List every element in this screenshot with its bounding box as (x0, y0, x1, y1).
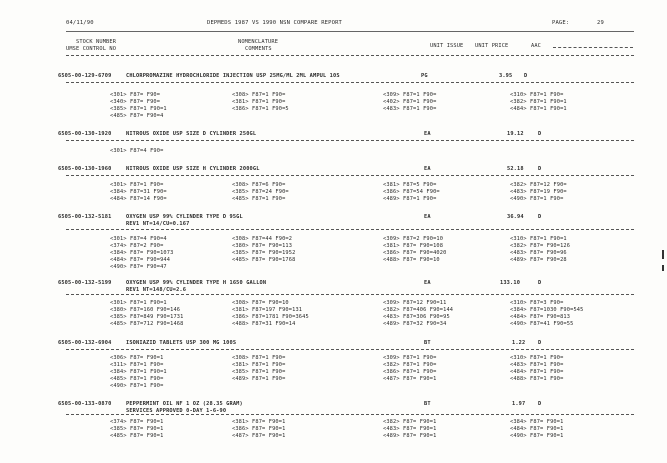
usage-code: <310> F87=1 F90=1 (510, 236, 567, 242)
usage-code: <488> F87=31 F90=14 (232, 321, 296, 327)
usage-code: <382> F87=1 F90= (383, 362, 437, 368)
usage-code: <485> F87=712 F90=1468 (110, 321, 184, 327)
item-nomenclature: NITROUS OXIDE USP SIZE D CYLINDER 250GL (126, 131, 257, 137)
usage-code: <301> F87=1 F90=1 (110, 300, 167, 306)
usage-code: <309> F87=2 F90=10 (383, 236, 444, 242)
item-unit-price: 3.95 (499, 73, 513, 79)
usage-code: <381> F87= F90=1 (232, 419, 286, 425)
usage-code: <489> F87= F90=1 (383, 433, 437, 439)
usage-code: <484> F87=1 F90= (510, 369, 564, 375)
usage-code: <386> F87=1781 F90=3645 (232, 314, 309, 320)
col-comments: COMMENTS (245, 46, 272, 52)
item-aac: D (538, 280, 542, 286)
usage-code: <485> F87= F90=1768 (232, 257, 296, 263)
usage-code: <483> F87=19 F90= (510, 189, 567, 195)
usage-code: <385> F87=849 F90=1731 (110, 314, 184, 320)
item-unit-price: 1.22 (512, 340, 526, 346)
page-number: 29 (597, 20, 604, 26)
usage-code: <301> F87=1 F90= (110, 182, 164, 188)
usage-code: <380> F87= F90=113 (232, 243, 293, 249)
item-unit-price: 36.94 (507, 214, 524, 220)
usage-code: <490> F87= F90=47 (110, 264, 167, 270)
item-unit-issue: EA (424, 280, 431, 286)
page-label: PAGE: (552, 20, 570, 26)
item-unit-issue: EA (424, 131, 431, 137)
item-nomenclature: ISONIAZID TABLETS USP 300 MG 100S (126, 340, 237, 346)
usage-code: <382> F87=406 F90=144 (383, 307, 454, 313)
usage-code: <489> F87=1 F90= (383, 196, 437, 202)
column-header-leader (553, 47, 633, 48)
item-unit-price: 19.12 (507, 131, 524, 137)
item-nsn: 6505-00-133-0870 (58, 401, 112, 407)
usage-code: <488> F87= F90=10 (383, 257, 440, 263)
usage-code: <380> F87=160 F90=146 (110, 307, 181, 313)
usage-code: <384> F87= F90=1073 (110, 250, 174, 256)
usage-code: <490> F87=1 F90= (510, 196, 564, 202)
item-nomenclature: OXYGEN USP 99% CYLINDER TYPE D 95GL (126, 214, 243, 220)
usage-code: <487> F87= F90=1 (232, 433, 286, 439)
usage-code: <386> F87=1 F90= (383, 369, 437, 375)
item-nomenclature: OXYGEN USP 99% CYLINDER TYPE H 1650 GALLON (126, 280, 267, 286)
usage-code: <301> F87=4 F90= (110, 148, 164, 154)
item-unit-price: 133.10 (500, 280, 521, 286)
usage-code: <484> F87= F90=944 (110, 257, 171, 263)
usage-code: <301> F87= F90= (110, 92, 161, 98)
item-nomenclature: NITROUS OXIDE USP SIZE H CYLINDER 2000GL (126, 166, 260, 172)
usage-code: <381> F87=1 F90= (232, 362, 286, 368)
usage-code: <489> F87=32 F90=34 (383, 321, 447, 327)
usage-code: <483> F87=1 F90= (510, 362, 564, 368)
usage-code: <374> F87=2 F90= (110, 243, 164, 249)
usage-code: <381> F87=197 F90=131 (232, 307, 303, 313)
usage-code: <308> F87=1 F90= (232, 92, 286, 98)
usage-code: <402> F87=1 F90= (383, 99, 437, 105)
item-nsn: 6505-00-132-5181 (58, 214, 112, 220)
usage-code: <382> F87= F90=1 (383, 419, 437, 425)
item-rule (66, 349, 634, 350)
usage-code: <311> F87=1 F90= (110, 362, 164, 368)
item-comment: REV1 NT=14/CU=0.167 (126, 221, 190, 227)
usage-code: <384> F87=31 F90= (110, 189, 167, 195)
report-title: DEPMEDS 1987 VS 1990 NSN COMPARE REPORT (207, 20, 342, 26)
item-nsn: 6505-00-130-1960 (58, 166, 112, 172)
scan-mark (662, 265, 664, 271)
usage-code: <385> F87=24 F90= (232, 189, 289, 195)
item-unit-issue: BT (424, 401, 431, 407)
usage-code: <306> F87= F90=1 (110, 355, 164, 361)
item-rule (66, 414, 634, 415)
item-nomenclature: PEPPERMINT OIL NF 1 OZ (28.35 GRAM) (126, 401, 243, 407)
usage-code: <308> F87= F90=10 (232, 300, 289, 306)
item-unit-issue: EA (424, 214, 431, 220)
item-nsn: 6505-00-129-6709 (58, 73, 112, 79)
item-aac: D (524, 73, 528, 79)
usage-code: <308> F87=6 F90= (232, 182, 286, 188)
header-rule (66, 31, 634, 32)
usage-code: <308> F87=1 F90= (232, 355, 286, 361)
scan-mark (662, 250, 664, 259)
usage-code: <340> F87= F90= (110, 99, 161, 105)
usage-code: <381> F87= F90=108 (383, 243, 444, 249)
usage-code: <386> F87=1 F90=5 (232, 106, 289, 112)
item-aac: D (538, 340, 542, 346)
usage-code: <381> F87=1 F90= (232, 99, 286, 105)
item-aac: D (538, 401, 542, 407)
usage-code: <309> F87=12 F90=11 (383, 300, 447, 306)
item-rule (66, 82, 634, 83)
item-comment: SERVICES APPROVED 0-DAY 1-6-90 (126, 408, 227, 414)
usage-code: <310> F87=3 F90= (510, 300, 564, 306)
usage-code: <384> F87=1 F90=1 (110, 369, 167, 375)
usage-code: <488> F87=1 F90= (510, 376, 564, 382)
item-rule (66, 229, 634, 230)
report-date: 04/11/90 (66, 20, 94, 26)
item-aac: D (538, 214, 542, 220)
usage-code: <484> F87=14 F90= (110, 196, 167, 202)
usage-code: <490> F87= F90=1 (510, 433, 564, 439)
usage-code: <310> F87=1 F90= (510, 355, 564, 361)
item-aac: D (538, 166, 542, 172)
item-rule (66, 294, 634, 295)
item-unit-issue: PG (421, 73, 428, 79)
usage-code: <386> F87=54 F90= (383, 189, 440, 195)
item-unit-price: 52.18 (507, 166, 524, 172)
col-unit-price: UNIT PRICE (475, 43, 509, 49)
usage-code: <489> F87=1 F90= (232, 376, 286, 382)
usage-code: <386> F87= F90=1 (232, 426, 286, 432)
usage-code: <484> F87= F90=813 (510, 314, 571, 320)
usage-code: <485> F87=1 F90= (110, 376, 164, 382)
usage-code: <385> F87=1 F90= (232, 369, 286, 375)
usage-code: <386> F87= F90=4020 (383, 250, 447, 256)
item-unit-issue: EA (424, 166, 431, 172)
usage-code: <385> F87= F90=1952 (232, 250, 296, 256)
col-nomenclature: NOMENCLATURE (238, 39, 279, 45)
usage-code: <382> F87=1 F90=1 (510, 99, 567, 105)
usage-code: <483> F87=306 F90=95 (383, 314, 450, 320)
usage-code: <485> F87=1 F90= (232, 196, 286, 202)
usage-code: <483> F87= F90=1 (383, 426, 437, 432)
col-aac: AAC (531, 43, 542, 49)
col-umse-control: UMSE CONTROL NO (66, 46, 117, 52)
usage-code: <301> F87=4 F90=4 (110, 236, 167, 242)
usage-code: <382> F87=12 F90= (510, 182, 567, 188)
usage-code: <374> F87= F90=1 (110, 419, 164, 425)
column-header-rule (66, 55, 634, 56)
usage-code: <381> F87=5 F90= (383, 182, 437, 188)
usage-code: <483> F87=1 F90= (383, 106, 437, 112)
col-unit-issue: UNIT ISSUE (430, 43, 464, 49)
usage-code: <485> F87= F90=1 (110, 433, 164, 439)
usage-code: <483> F87= F90=96 (510, 250, 567, 256)
usage-code: <309> F87=1 F90= (383, 92, 437, 98)
usage-code: <490> F87=1 F90= (110, 383, 164, 389)
item-nsn: 6505-00-130-1920 (58, 131, 112, 137)
item-rule (66, 175, 634, 176)
item-unit-issue: BT (424, 340, 431, 346)
usage-code: <382> F87= F90=126 (510, 243, 571, 249)
usage-code: <484> F87= F90=1 (510, 426, 564, 432)
item-aac: D (538, 131, 542, 137)
usage-code: <385> F87=1 F90=1 (110, 106, 167, 112)
col-stock-number: STOCK NUMBER (76, 39, 117, 45)
usage-code: <490> F87=41 F90=55 (510, 321, 574, 327)
item-nsn: 6505-00-132-6904 (58, 340, 112, 346)
usage-code: <487> F87= F90=1 (383, 376, 437, 382)
usage-code: <384> F87= F90=1 (510, 419, 564, 425)
usage-code: <384> F87=1030 F90=545 (510, 307, 584, 313)
item-nomenclature: CHLORPROMAZINE HYDROCHLORIDE INJECTION USP 25MG/ML 2ML AMPUL 10S (126, 73, 340, 79)
item-rule (66, 140, 634, 141)
item-unit-price: 1.97 (512, 401, 526, 407)
usage-code: <484> F87=1 F90=1 (510, 106, 567, 112)
usage-code: <310> F87=1 F90= (510, 92, 564, 98)
usage-code: <309> F87=1 F90= (383, 355, 437, 361)
item-comment: REV1 NT=148/CU=2.6 (126, 287, 187, 293)
usage-code: <489> F87= F90=28 (510, 257, 567, 263)
usage-code: <485> F87= F90=4 (110, 113, 164, 119)
item-nsn: 6505-00-132-5199 (58, 280, 112, 286)
usage-code: <385> F87= F90=1 (110, 426, 164, 432)
usage-code: <308> F87=44 F90=2 (232, 236, 293, 242)
